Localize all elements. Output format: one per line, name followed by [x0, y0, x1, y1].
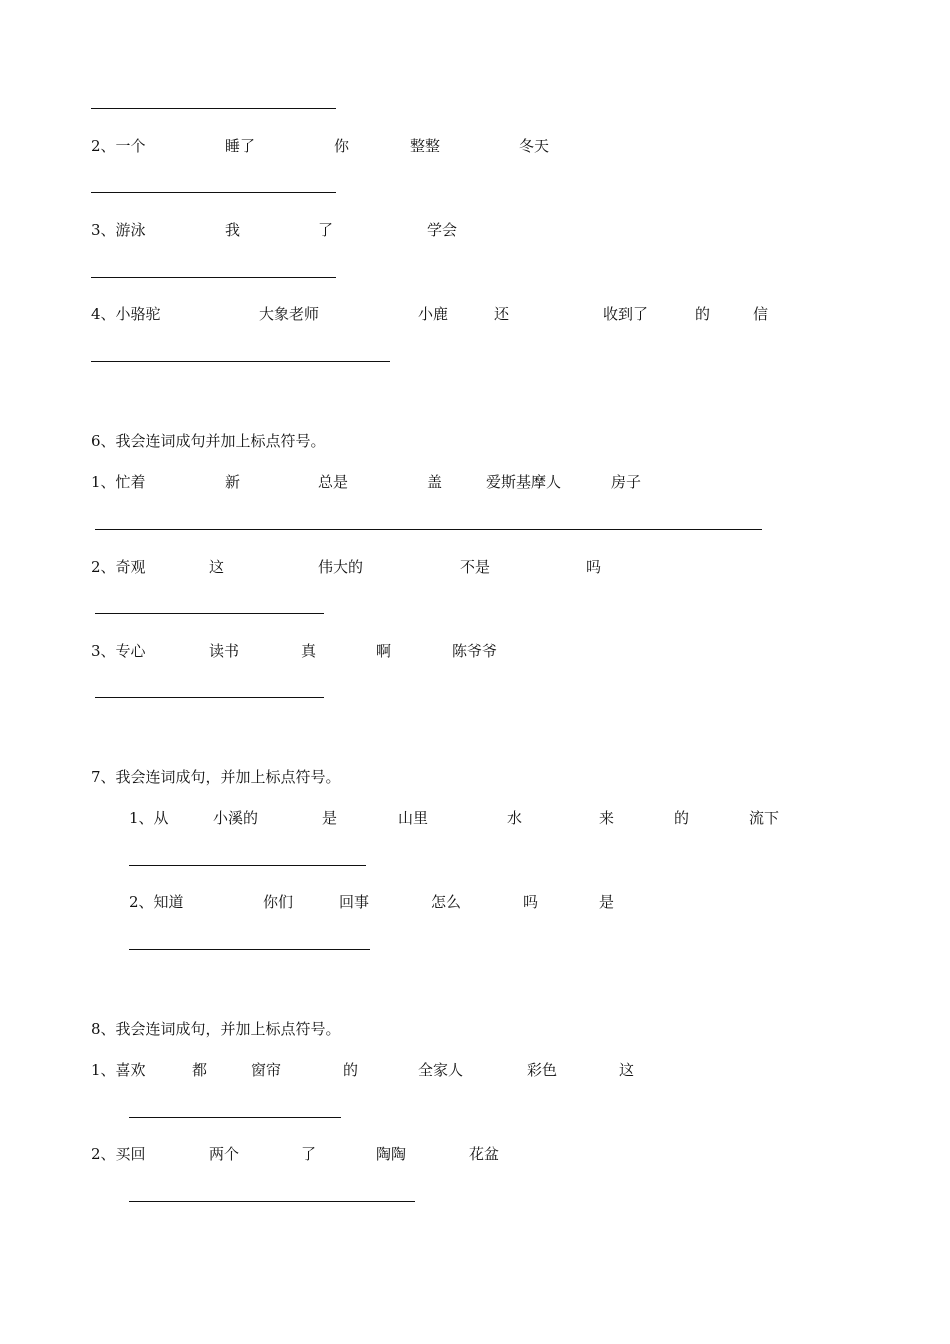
answer-line[interactable] — [129, 865, 366, 866]
answer-line[interactable] — [95, 697, 324, 698]
word-tile: 陶陶 — [376, 1145, 407, 1163]
word-tile: 真 — [301, 642, 317, 660]
answer-line[interactable] — [95, 613, 324, 614]
word-tile: 1、从 — [129, 809, 169, 827]
word-tile: 来 — [599, 809, 615, 827]
word-tile: 窗帘 — [251, 1061, 282, 1079]
word-tile: 读书 — [209, 642, 240, 660]
word-tile: 都 — [192, 1061, 208, 1079]
word-tile: 的 — [695, 305, 711, 323]
word-tile: 1、忙着 — [91, 473, 146, 491]
word-tile: 山里 — [398, 809, 429, 827]
word-tile: 2、奇观 — [91, 558, 146, 576]
word-tile: 这 — [209, 558, 225, 576]
word-tile: 2、买回 — [91, 1145, 146, 1163]
word-tile: 怎么 — [431, 893, 462, 911]
word-tile: 陈爷爷 — [452, 642, 498, 660]
word-tile: 花盆 — [469, 1145, 500, 1163]
word-tile: 还 — [494, 305, 510, 323]
word-tile: 你 — [334, 137, 350, 155]
word-tile: 小溪的 — [213, 809, 259, 827]
word-tile: 两个 — [209, 1145, 240, 1163]
word-tile: 是 — [322, 809, 338, 827]
word-tile: 全家人 — [418, 1061, 464, 1079]
word-tile: 水 — [507, 809, 523, 827]
word-tile: 彩色 — [527, 1061, 558, 1079]
word-tile: 吗 — [586, 558, 602, 576]
answer-line[interactable] — [129, 1117, 341, 1118]
word-tile: 吗 — [523, 893, 539, 911]
answer-line[interactable] — [91, 361, 390, 362]
word-tile: 不是 — [460, 558, 491, 576]
answer-line[interactable] — [91, 277, 336, 278]
word-tile: 学会 — [427, 221, 458, 239]
word-tile: 啊 — [376, 642, 392, 660]
section-heading: 8、我会连词成句，并加上标点符号。 — [91, 1020, 341, 1038]
word-tile: 了 — [301, 1145, 317, 1163]
word-tile: 盖 — [427, 473, 443, 491]
word-tile: 3、游泳 — [91, 221, 146, 239]
word-tile: 总是 — [318, 473, 349, 491]
word-tile: 收到了 — [603, 305, 649, 323]
word-tile: 2、知道 — [129, 893, 184, 911]
word-tile: 回事 — [339, 893, 370, 911]
word-tile: 伟大的 — [318, 558, 364, 576]
word-tile: 新 — [225, 473, 241, 491]
word-tile: 大象老师 — [259, 305, 320, 323]
word-tile: 3、专心 — [91, 642, 146, 660]
answer-line[interactable] — [95, 529, 762, 530]
word-tile: 1、喜欢 — [91, 1061, 146, 1079]
word-tile: 的 — [674, 809, 690, 827]
word-tile: 是 — [599, 893, 615, 911]
section-heading: 6、我会连词成句并加上标点符号。 — [91, 432, 326, 450]
word-tile: 信 — [753, 305, 769, 323]
word-tile: 的 — [343, 1061, 359, 1079]
word-tile: 我 — [225, 221, 241, 239]
word-tile: 整整 — [410, 137, 441, 155]
answer-line[interactable] — [91, 108, 336, 109]
word-tile: 小鹿 — [418, 305, 449, 323]
word-tile: 这 — [619, 1061, 635, 1079]
word-tile: 流下 — [749, 809, 780, 827]
answer-line[interactable] — [129, 949, 370, 950]
section-heading: 7、我会连词成句，并加上标点符号。 — [91, 768, 341, 786]
word-tile: 睡了 — [225, 137, 256, 155]
word-tile: 爱斯基摩人 — [486, 473, 562, 491]
word-tile: 你们 — [263, 893, 294, 911]
word-tile: 了 — [318, 221, 334, 239]
answer-line[interactable] — [129, 1201, 415, 1202]
word-tile: 冬天 — [519, 137, 550, 155]
word-tile: 2、一个 — [91, 137, 146, 155]
word-tile: 4、小骆驼 — [91, 305, 161, 323]
word-tile: 房子 — [611, 473, 642, 491]
answer-line[interactable] — [91, 192, 336, 193]
